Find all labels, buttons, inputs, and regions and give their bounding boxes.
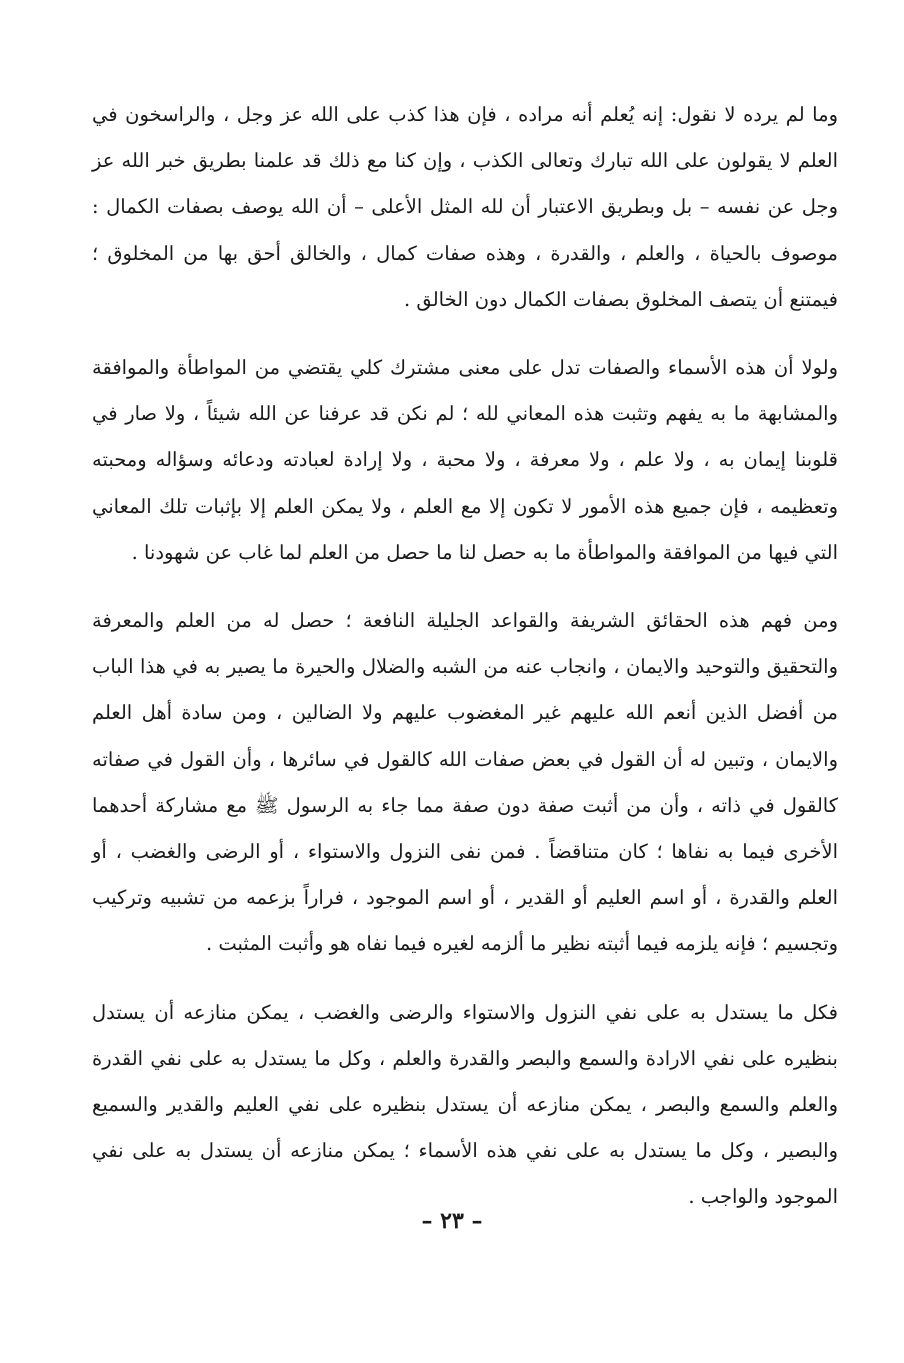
paragraph-1: وما لم يرده لا نقول: إنه يُعلم أنه مراده ، فإن هذا كذب على الله عز وجل ، والراسخون في العلم لا يقولون على الله تبارك وتعالى الكذب ، وإن كنا مع ذلك قد علمنا بطريق خبر الله عز وجل عن نفسه – بل وبطريق الاعتبار أن لله المثل الأعلى – أن الله يوصف بصفات الكمال : موصوف بالحياة ، والعلم ، والقدرة ، وهذه صفات كمال ، والخالق أحق بها من المخلوق ؛ فيمتنع أن يتصف المخلوق بصفات الكمال دون الخالق . bbox=[92, 103, 838, 311]
paragraph-3: ومن فهم هذه الحقائق الشريفة والقواعد الجليلة النافعة ؛ حصل له من العلم والمعرفة والتحقيق والتوحيد والايمان ، وانجاب عنه من الشبه والضلال والحيرة ما يصير به في هذا الباب من أفضل الذين أنعم الله عليهم غير المغضوب عليهم ولا الضالين ، ومن سادة أهل العلم والايمان ، وتبين له أن القول في بعض صفات الله كالقول في سائرها ، وأن القول في صفاته كالقول في ذاته ، وأن من أثبت صفة دون صفة مما جاء به الرسول ﷺ مع مشاركة أحدهما الأخرى فيما به نفاها ؛ كان متناقضاً . فمن نفى النزول والاستواء ، أو الرضى والغضب ، أو العلم والقدرة ، أو اسم العليم أو القدير ، أو اسم الموجود ، فراراً بزعمه من تشبيه وتركيب وتجسيم ؛ فإنه يلزمه فيما أثبته نظير ما ألزمه لغيره فيما نفاه هو وأثبت المثبت . bbox=[92, 609, 838, 956]
page-number: – ٢٣ – bbox=[421, 1208, 483, 1234]
page-body bbox=[92, 92, 838, 1221]
paragraph-4: فكل ما يستدل به على نفي النزول والاستواء والرضى والغضب ، يمكن منازعه أن يستدل بنظيره على نفي الارادة والسمع والبصر والقدرة والعلم ، وكل ما يستدل به على نفي القدرة والعلم والسمع والبصر ، يمكن منازعه أن يستدل بنظيره على نفي العليم والقدير والسميع والبصير ، وكل ما يستدل به على نفي هذه الأسماء ؛ يمكن منازعه أن يستدل به على نفي الموجود والواجب . bbox=[92, 1000, 838, 1209]
paragraph-2: ولولا أن هذه الأسماء والصفات تدل على معنى مشترك كلي يقتضي من المواطأة والموافقة والمشابهة ما به يفهم وتثبت هذه المعاني لله ؛ لم نكن قد عرفنا عن الله شيئاً ، ولا صار في قلوبنا إيمان به ، ولا علم ، ولا معرفة ، ولا محبة ، ولا إرادة لعبادته ودعائه وسؤاله ومحبته وتعظيمه ، فإن جميع هذه الأمور لا تكون إلا مع العلم ، ولا يمكن العلم إلا بإثبات تلك المعاني التي فيها من الموافقة والمواطأة ما به حصل لنا ما حصل من العلم لما غاب عن شهودنا . bbox=[92, 356, 838, 564]
